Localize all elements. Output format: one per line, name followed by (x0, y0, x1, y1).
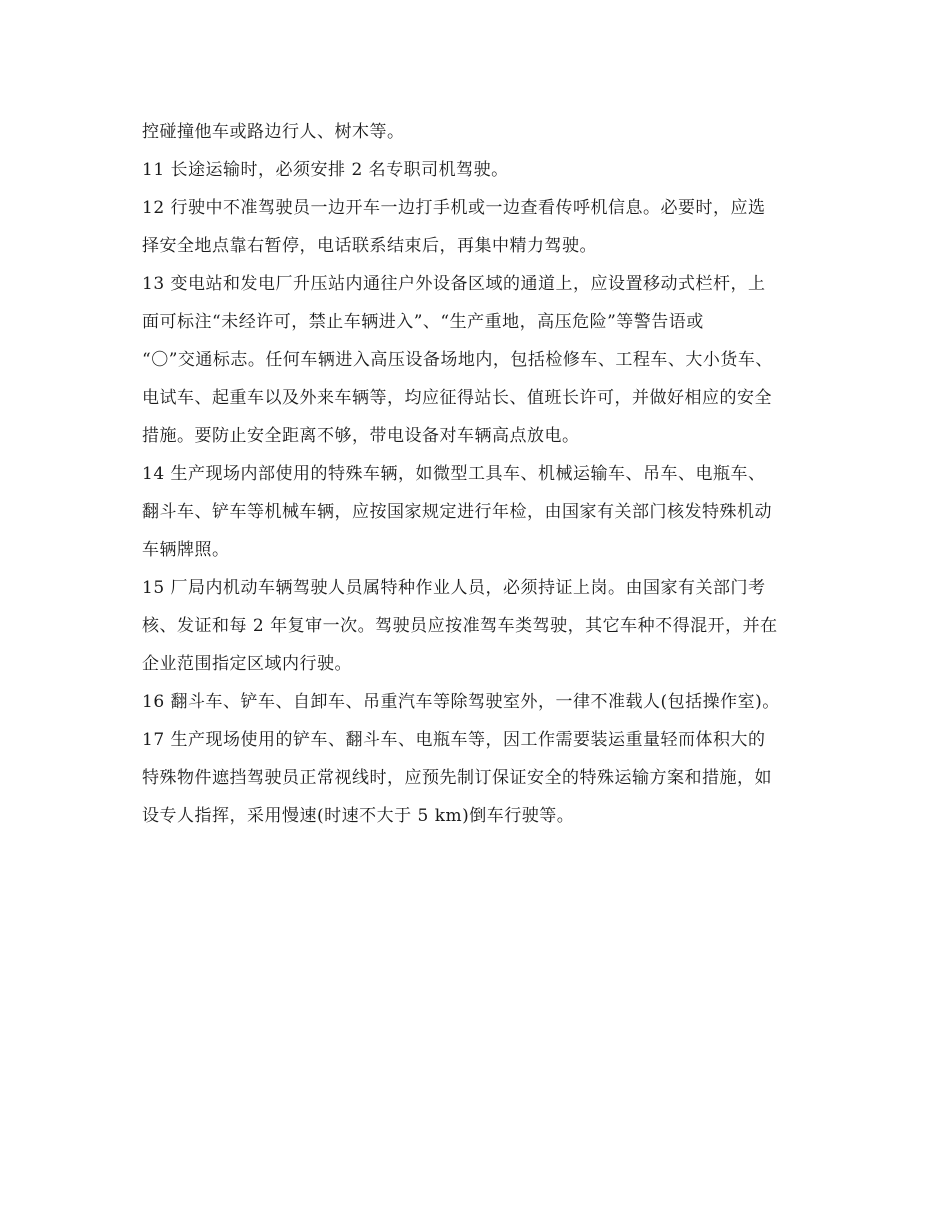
text-line: 择安全地点靠右暂停，电话联系结束后，再集中精力驾驶。 (142, 236, 597, 256)
text-line: “〇”交通标志。任何车辆进入高压设备场地内，包括检修车、工程车、大小货车、 (142, 350, 773, 370)
text-line: 13 变电站和发电厂升压站内通往户外设备区域的通道上，应设置移动式栏杆，上 (142, 274, 766, 294)
text-line: 14 生产现场内部使用的特殊车辆，如微型工具车、机械运输车、吊车、电瓶车、 (142, 464, 766, 484)
text-line: 电试车、起重车以及外来车辆等，均应征得站长、值班长许可，并做好相应的安全 (142, 388, 772, 408)
text-line: 16 翻斗车、铲车、自卸车、吊重汽车等除驾驶室外，一律不准载人(包括操作室)。 (142, 692, 780, 712)
text-line: 面可标注“未经许可，禁止车辆进入”、“生产重地，高压危险”等警告语或 (142, 312, 704, 332)
text-line: 11 长途运输时，必须安排 2 名专职司机驾驶。 (142, 160, 509, 180)
text-line: 12 行驶中不准驾驶员一边开车一边打手机或一边查看传呼机信息。必要时，应选 (142, 198, 766, 218)
text-line: 设专人指挥，采用慢速(时速不大于 5 km)倒车行驶等。 (142, 806, 575, 826)
text-line: 17 生产现场使用的铲车、翻斗车、电瓶车等，因工作需要装运重量轻而体积大的 (142, 730, 766, 750)
document-body (142, 113, 832, 835)
text-line: 15 厂局内机动车辆驾驶人员属特种作业人员，必须持证上岗。由国家有关部门考 (142, 578, 766, 598)
text-line: 车辆牌照。 (142, 540, 230, 560)
text-line: 翻斗车、铲车等机械车辆，应按国家规定进行年检，由国家有关部门核发特殊机动 (142, 502, 772, 522)
text-line: 措施。要防止安全距离不够，带电设备对车辆高点放电。 (142, 426, 580, 446)
text-line: 企业范围指定区域内行驶。 (142, 654, 352, 674)
text-line: 控碰撞他车或路边行人、树木等。 (142, 122, 405, 142)
text-line: 特殊物件遮挡驾驶员正常视线时，应预先制订保证安全的特殊运输方案和措施，如 (142, 768, 772, 788)
text-line: 核、发证和每 2 年复审一次。驾驶员应按准驾车类驾驶，其它车种不得混开，并在 (142, 616, 778, 636)
